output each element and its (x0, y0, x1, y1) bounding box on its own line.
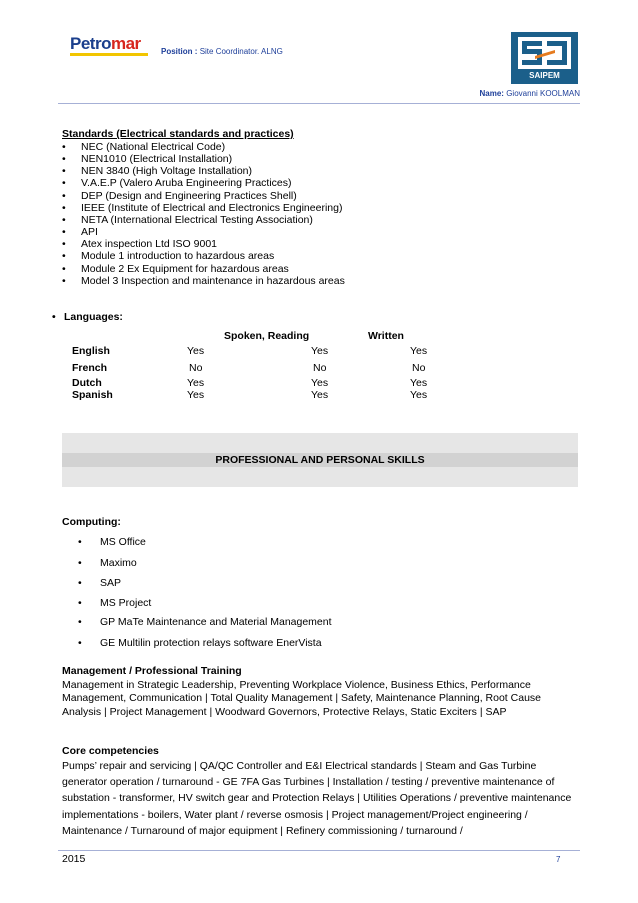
lang-cell: Yes (311, 345, 329, 357)
list-item: • DEP (Design and Engineering Practices Shell) (62, 189, 297, 202)
lang-cell: No (313, 362, 327, 374)
name-line (480, 89, 581, 98)
lang-cell: Yes (311, 389, 329, 401)
lang-cell: Yes (410, 377, 428, 389)
lang-cell: Yes (187, 345, 205, 357)
logo-underline (70, 53, 148, 56)
col-written-header: Written (368, 330, 404, 342)
name-label: Name: (479, 89, 504, 98)
list-item: • IEEE (Institute of Electrical and Electronics Engineering) (62, 201, 343, 214)
lang-cell: Yes (410, 345, 428, 357)
computing-heading: Computing: (62, 516, 121, 528)
list-item: • GP MaTe Maintenance and Material Management (78, 616, 332, 628)
header-rule (58, 103, 580, 104)
list-item: • API (62, 226, 98, 239)
list-item: • Module 2 Ex Equipment for hazardous areas (62, 262, 289, 275)
list-item: • NEC (National Electrical Code) (62, 141, 226, 153)
list-item: • NETA (International Electrical Testing Association) (62, 213, 313, 226)
lang-cell: No (412, 362, 426, 374)
lang-cell: Yes (187, 389, 205, 401)
list-item: • NEN1010 (Electrical Installation) (62, 153, 233, 166)
petromar-logo (70, 34, 141, 54)
logo-text-b: mar (110, 34, 141, 53)
lang-cell: Yes (410, 389, 428, 401)
core-section (62, 745, 582, 839)
page-number: 7 (556, 855, 561, 864)
logo-text-a: Petro (70, 34, 111, 53)
lang-cell: Yes (187, 377, 205, 389)
saipem-label: SAIPEM (529, 71, 560, 80)
list-item: • SAP (78, 577, 122, 589)
lang-name: Dutch (72, 377, 102, 389)
lang-name: Spanish (72, 389, 113, 401)
core-heading: Core competencies (62, 745, 159, 757)
footer-rule (58, 850, 580, 851)
list-item: • Maximo (78, 557, 137, 569)
languages-heading: • Languages: (52, 311, 123, 323)
skills-banner (62, 433, 578, 487)
skills-banner-title: PROFESSIONAL AND PERSONAL SKILLS (215, 454, 425, 466)
col-spoken-header: Spoken, Reading (224, 330, 310, 342)
name-value: Giovanni KOOLMAN (506, 89, 580, 98)
standards-heading: Standards (Electrical standards and practices) (62, 128, 294, 140)
bullet-icon: • (52, 311, 56, 323)
list-item: • Module 1 introduction to hazardous areas (62, 250, 275, 263)
list-item: • Atex inspection Ltd ISO 9001 (62, 238, 218, 251)
lang-name: English (72, 345, 110, 357)
list-item: • Model 3 Inspection and maintenance in hazardous areas (62, 274, 345, 287)
training-heading: Management / Professional Training (62, 665, 242, 677)
list-item: • NEN 3840 (High Voltage Installation) (62, 165, 253, 178)
position-value: Site Coordinator. ALNG (199, 47, 283, 56)
lang-cell: No (189, 362, 203, 374)
list-item: • MS Project (78, 597, 152, 609)
list-item: • V.A.E.P (Valero Aruba Engineering Practices) (62, 177, 292, 190)
position-line (161, 47, 283, 56)
list-item: • MS Office (78, 536, 146, 548)
core-text: Pumps’ repair and servicing | QA/QC Controller and E&I Electrical standards | Steam and Gas Turbine generator operation / turnaround - GE 7FA Gas Turbines | Installation / testing / preventive maintenance of substation - transformer, HV switch gear and Protection Relays | Utilities Operations / preventive maintenance implementations - boilers, Water plant / reverse osmosis | Project management/Project engineering / Maintenance / Turnaround of major equipment | Refinery commissioning / turnaround / (62, 760, 572, 837)
list-item: • GE Multilin protection relays software EnerVista (78, 637, 322, 649)
lang-name: French (72, 362, 108, 374)
training-section (62, 665, 582, 719)
standards-list (62, 141, 345, 287)
lang-cell: Yes (311, 377, 329, 389)
training-text: Management in Strategic Leadership, Preventing Workplace Violence, Business Ethics, Performance Management, Communication | Total Quality Management | Safety, Maintenance Planning, Root Cause Analysis | Project Management | Woodward Governors, Protective Relays, Static Exciters | SAP (62, 678, 541, 718)
saipem-logo (511, 32, 578, 84)
footer-year: 2015 (62, 853, 86, 865)
position-label: Position : (161, 47, 198, 56)
